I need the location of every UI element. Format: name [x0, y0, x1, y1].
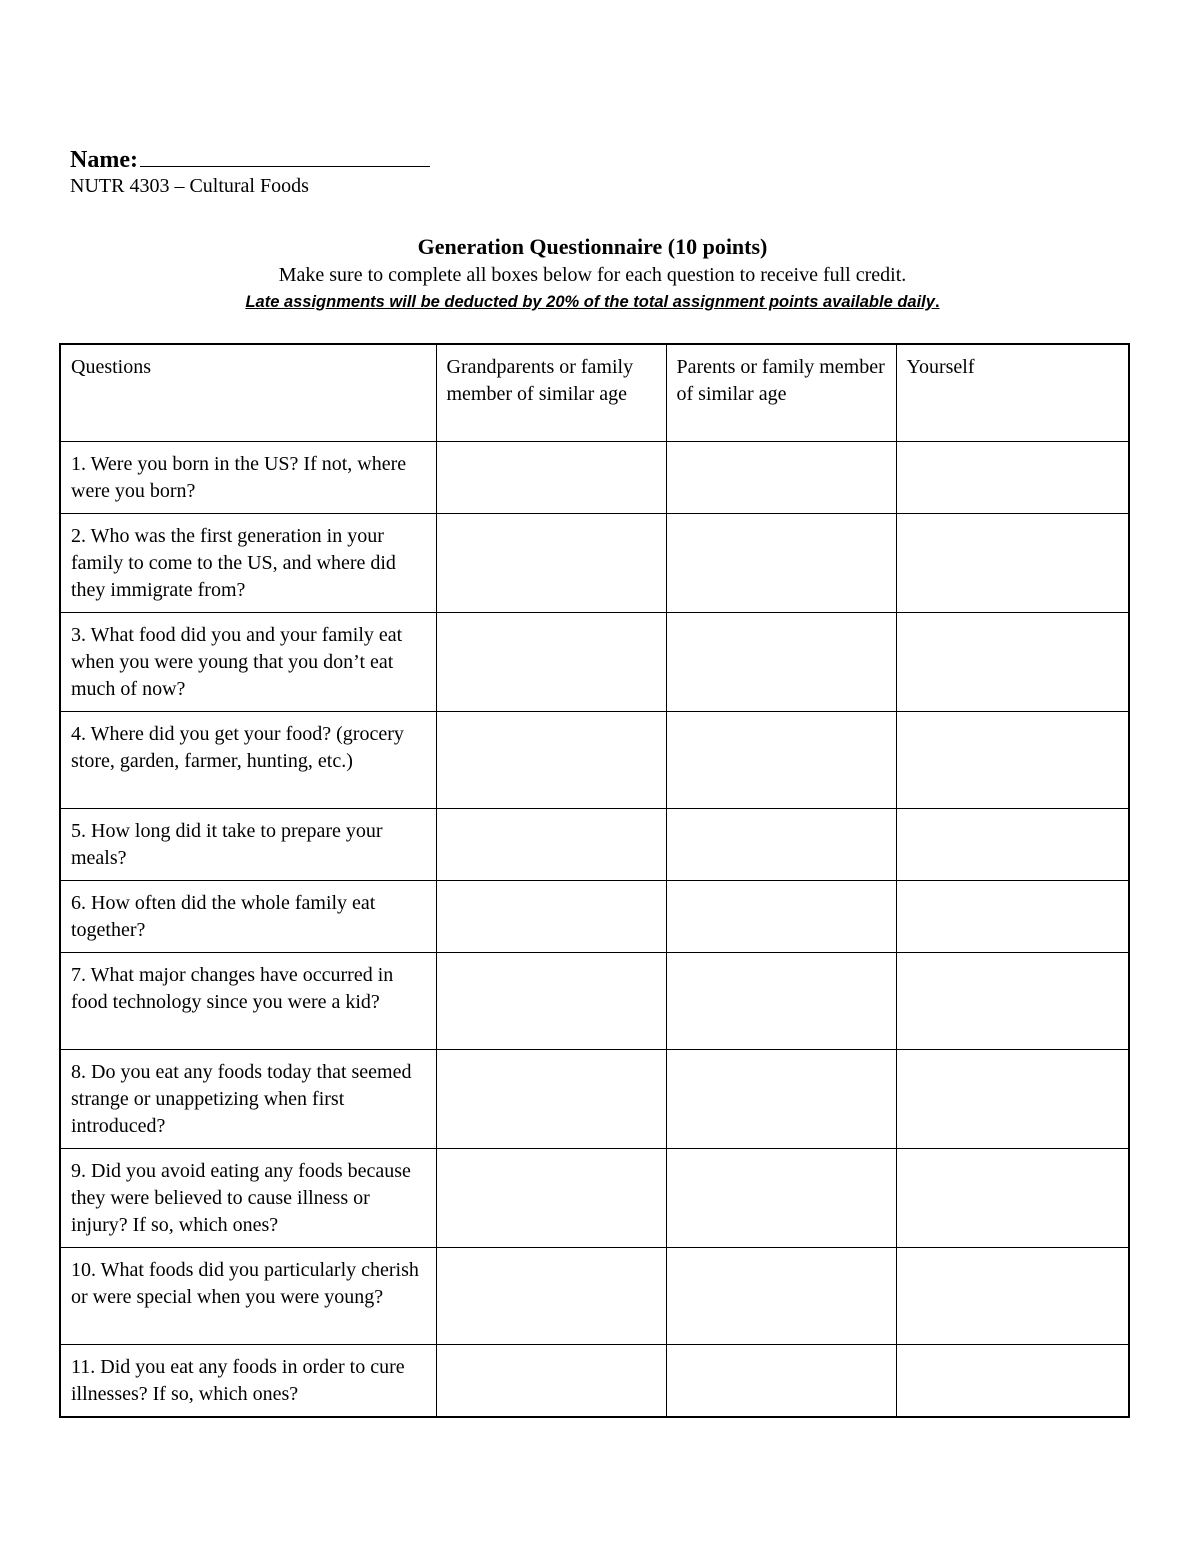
question-cell: 9. Did you avoid eating any foods because they were believed to cause illness or injury? If so, which ones?	[60, 1149, 436, 1248]
answer-cell-parents[interactable]	[666, 953, 896, 1050]
late-policy-text: Late assignments will be deducted by 20% of the total assignment points available daily	[245, 293, 935, 311]
answer-cell-grandparents[interactable]	[436, 881, 666, 953]
column-header-parents: Parents or family member of similar age	[666, 344, 896, 442]
question-cell: 5. How long did it take to prepare your meals?	[60, 809, 436, 881]
table-row	[60, 1345, 1129, 1418]
answer-cell-parents[interactable]	[666, 1345, 896, 1418]
question-cell: 1. Were you born in the US? If not, where were you born?	[60, 442, 436, 514]
table-row	[60, 442, 1129, 514]
answer-cell-yourself[interactable]	[896, 712, 1129, 809]
answer-cell-yourself[interactable]	[896, 514, 1129, 613]
question-cell: 4. Where did you get your food? (grocery store, garden, farmer, hunting, etc.)	[60, 712, 436, 809]
answer-cell-yourself[interactable]	[896, 1149, 1129, 1248]
answer-cell-yourself[interactable]	[896, 613, 1129, 712]
table-row	[60, 613, 1129, 712]
answer-cell-grandparents[interactable]	[436, 1050, 666, 1149]
column-header-yourself: Yourself	[896, 344, 1129, 442]
answer-cell-yourself[interactable]	[896, 1345, 1129, 1418]
answer-cell-parents[interactable]	[666, 712, 896, 809]
name-blank-line[interactable]	[140, 142, 430, 167]
table-row	[60, 712, 1129, 809]
page-title: Generation Questionnaire (10 points)	[417, 234, 768, 259]
answer-cell-parents[interactable]	[666, 881, 896, 953]
question-cell: 11. Did you eat any foods in order to cure illnesses? If so, which ones?	[60, 1345, 436, 1418]
questionnaire-table	[59, 343, 1130, 1418]
answer-cell-yourself[interactable]	[896, 809, 1129, 881]
answer-cell-yourself[interactable]	[896, 881, 1129, 953]
column-header-questions: Questions	[60, 344, 436, 442]
course-title: NUTR 4303 – Cultural Foods	[70, 175, 309, 197]
answer-cell-yourself[interactable]	[896, 442, 1129, 514]
answer-cell-yourself[interactable]	[896, 953, 1129, 1050]
table-row	[60, 881, 1129, 953]
name-field	[70, 142, 430, 174]
table-row	[60, 1248, 1129, 1345]
question-cell: 10. What foods did you particularly cherish or were special when you were young?	[60, 1248, 436, 1345]
question-cell: 6. How often did the whole family eat together?	[60, 881, 436, 953]
answer-cell-parents[interactable]	[666, 1248, 896, 1345]
late-policy	[0, 293, 1185, 312]
table-row	[60, 1149, 1129, 1248]
instructions: Make sure to complete all boxes below for each question to receive full credit.	[278, 264, 907, 286]
answer-cell-parents[interactable]	[666, 613, 896, 712]
answer-cell-grandparents[interactable]	[436, 1149, 666, 1248]
answer-cell-grandparents[interactable]	[436, 442, 666, 514]
answer-cell-parents[interactable]	[666, 514, 896, 613]
answer-cell-parents[interactable]	[666, 1050, 896, 1149]
answer-cell-grandparents[interactable]	[436, 1248, 666, 1345]
answer-cell-parents[interactable]	[666, 809, 896, 881]
answer-cell-grandparents[interactable]	[436, 1345, 666, 1418]
table-row	[60, 953, 1129, 1050]
answer-cell-parents[interactable]	[666, 1149, 896, 1248]
answer-cell-yourself[interactable]	[896, 1050, 1129, 1149]
name-label: Name:	[70, 147, 138, 173]
answer-cell-parents[interactable]	[666, 442, 896, 514]
question-cell: 8. Do you eat any foods today that seemed strange or unappetizing when first introduced?	[60, 1050, 436, 1149]
question-cell: 7. What major changes have occurred in food technology since you were a kid?	[60, 953, 436, 1050]
table-row	[60, 1050, 1129, 1149]
answer-cell-yourself[interactable]	[896, 1248, 1129, 1345]
answer-cell-grandparents[interactable]	[436, 514, 666, 613]
answer-cell-grandparents[interactable]	[436, 613, 666, 712]
answer-cell-grandparents[interactable]	[436, 712, 666, 809]
answer-cell-grandparents[interactable]	[436, 953, 666, 1050]
table-row	[60, 514, 1129, 613]
answer-cell-grandparents[interactable]	[436, 809, 666, 881]
question-cell: 3. What food did you and your family eat when you were young that you don’t eat much of now?	[60, 613, 436, 712]
question-cell: 2. Who was the first generation in your family to come to the US, and where did they immigrate from?	[60, 514, 436, 613]
column-header-grandparents: Grandparents or family member of similar age	[436, 344, 666, 442]
table-row	[60, 809, 1129, 881]
late-policy-period: .	[934, 293, 940, 311]
table-header-row	[60, 344, 1129, 442]
